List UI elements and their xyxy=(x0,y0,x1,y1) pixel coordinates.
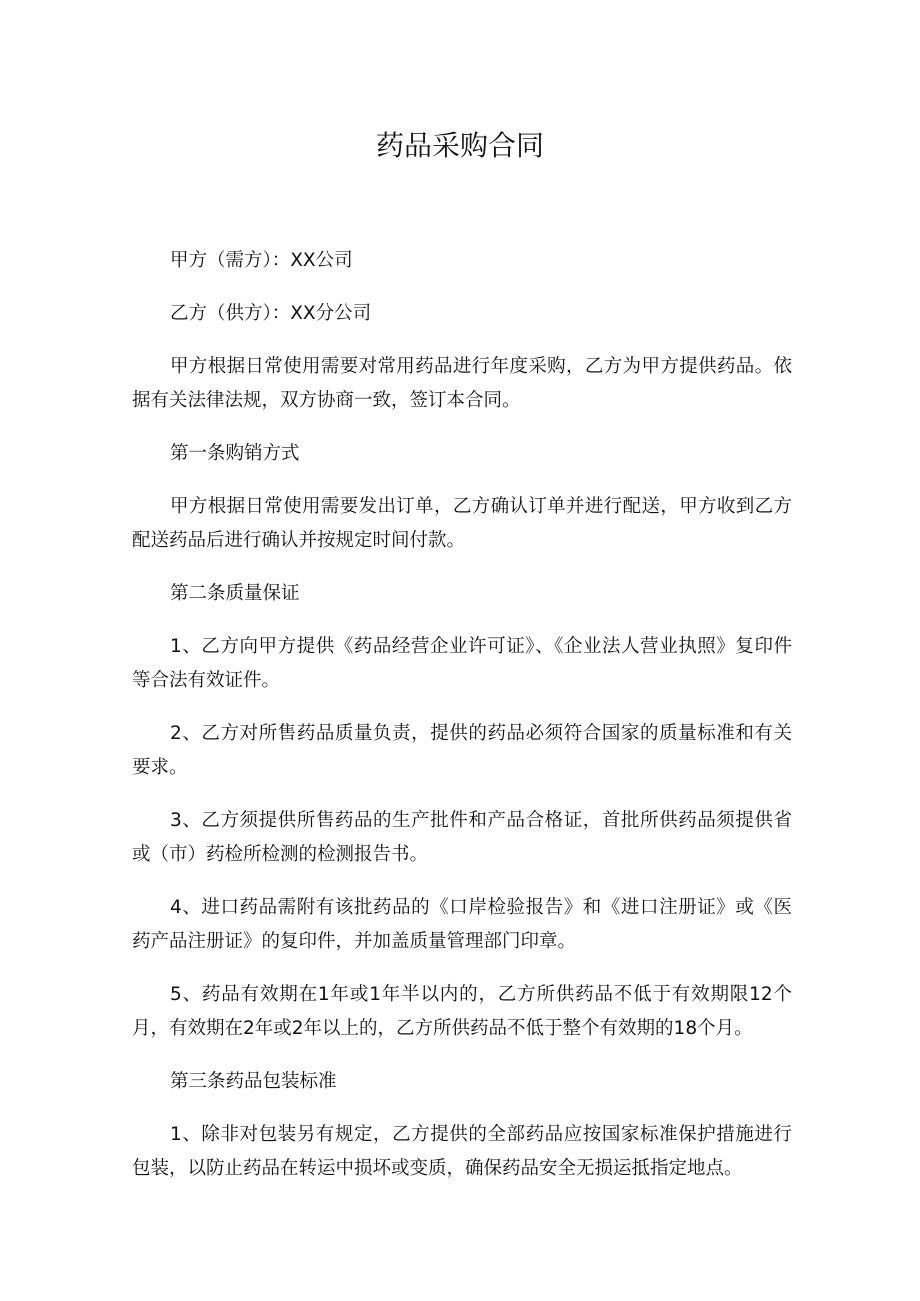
preamble-paragraph: 甲方根据日常使用需要对常用药品进行年度采购，乙方为甲方提供药品。依据有关法律法规，双方协商一致，签订本合同。 xyxy=(132,356,792,411)
party-b-line: 乙方（供方）：XX分公司 xyxy=(170,303,372,324)
article-3-item-1: 1、除非对包装另有规定，乙方提供的全部药品应按国家标准保护措施进行包装，以防止药品在转运中损坏或变质，确保药品安全无损运抵指定地点。 xyxy=(132,1124,792,1179)
article-2-item-3: 3、乙方须提供所售药品的生产批件和产品合格证，首批所供药品须提供省或（市）药检所检测的检测报告书。 xyxy=(132,810,792,865)
article-1-paragraph: 甲方根据日常使用需要发出订单，乙方确认订单并进行配送，甲方收到乙方配送药品后进行确认并按规定时间付款。 xyxy=(132,496,792,551)
article-2-item-5: 5、药品有效期在1年或1年半以内的，乙方所供药品不低于有效期限12个月，有效期在2年或2年以上的，乙方所供药品不低于整个有效期的18个月。 xyxy=(132,984,792,1039)
article-2-item-1: 1、乙方向甲方提供《药品经营企业许可证》、《企业法人营业执照》复印件等合法有效证件。 xyxy=(132,636,792,691)
document-title: 药品采购合同 xyxy=(375,129,544,162)
article-3-heading: 第三条药品包装标准 xyxy=(170,1071,337,1092)
article-2-item-2: 2、乙方对所售药品质量负责，提供的药品必须符合国家的质量标准和有关要求。 xyxy=(132,723,792,778)
article-1-heading: 第一条购销方式 xyxy=(170,443,300,464)
article-2-heading: 第二条质量保证 xyxy=(170,583,300,604)
document-body xyxy=(132,244,792,1186)
party-a-line: 甲方（需方）：XX公司 xyxy=(170,250,353,271)
article-2-item-4: 4、进口药品需附有该批药品的《口岸检验报告》和《进口注册证》或《医药产品注册证》的复印件，并加盖质量管理部门印章。 xyxy=(132,897,792,952)
